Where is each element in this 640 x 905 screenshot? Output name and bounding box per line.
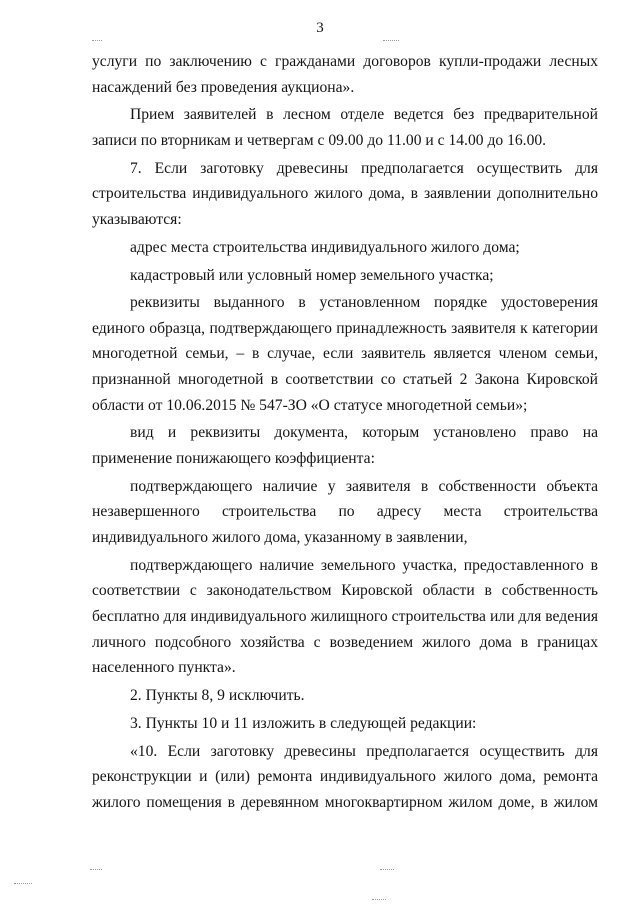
- paragraph: адрес места строительства индивидуального жилого дома;: [130, 238, 520, 256]
- page-number: 3: [316, 20, 324, 36]
- paragraph: подтверждающего наличие земельного участка, предоставленного в соответствии с законодательством Кировской области в собственность бесплатно для индивидуального жилищного строительства или для ведения личного подсобного хозяйства с возведением жилого дома в границах населенного пункта».: [92, 556, 598, 677]
- paragraph: 3. Пункты 10 и 11 изложить в следующей редакции:: [130, 714, 477, 732]
- scan-artifact-mark: [372, 899, 386, 900]
- scan-artifact-mark: [14, 883, 32, 884]
- paragraph: Прием заявителей в лесном отделе ведется без предварительной записи по вторникам и четвергам с 09.00 до 11.00 и с 14.00 до 16.00.: [92, 106, 598, 149]
- paragraph: 2. Пункты 8, 9 исключить.: [130, 686, 305, 704]
- scan-artifact-mark: [90, 869, 102, 870]
- scan-artifact-mark: [92, 40, 102, 41]
- paragraph: «10. Если заготовку древесины предполагается осуществить для реконструкции и (или) ремонта индивидуального жилого дома, ремонта жилого помещения в деревянном многоквартирном жилом доме, в жилом: [92, 742, 598, 811]
- paragraph: 7. Если заготовку древесины предполагается осуществить для строительства индивидуального жилого дома, в заявлении дополнительно указываются:: [92, 159, 598, 228]
- paragraph: кадастровый или условный номер земельного участка;: [130, 266, 494, 284]
- paragraph: подтверждающего наличие у заявителя в собственности объекта незавершенного строительства по адресу места строительства индивидуального жилого дома, указанному в заявлении,: [92, 477, 598, 546]
- document-body: [92, 49, 598, 817]
- scan-artifact-mark: [383, 40, 399, 41]
- paragraph: услуги по заключению с гражданами договоров купли-продажи лесных насаждений без проведения аукциона».: [92, 53, 598, 96]
- paragraph: вид и реквизиты документа, которым установлено право на применение понижающего коэффициента:: [92, 424, 598, 468]
- scan-artifact-mark: [380, 869, 394, 870]
- paragraph: реквизиты выданного в установленном порядке удостоверения единого образца, подтверждающего принадлежность заявителя к категории многодетной семьи, – в случае, если заявитель является членом семьи, признанной многодетной в соответствии со статьей 2 Закона Кировской области от 10.06.2015 № 547-ЗО «О статусе многодетной семьи»;: [92, 294, 598, 414]
